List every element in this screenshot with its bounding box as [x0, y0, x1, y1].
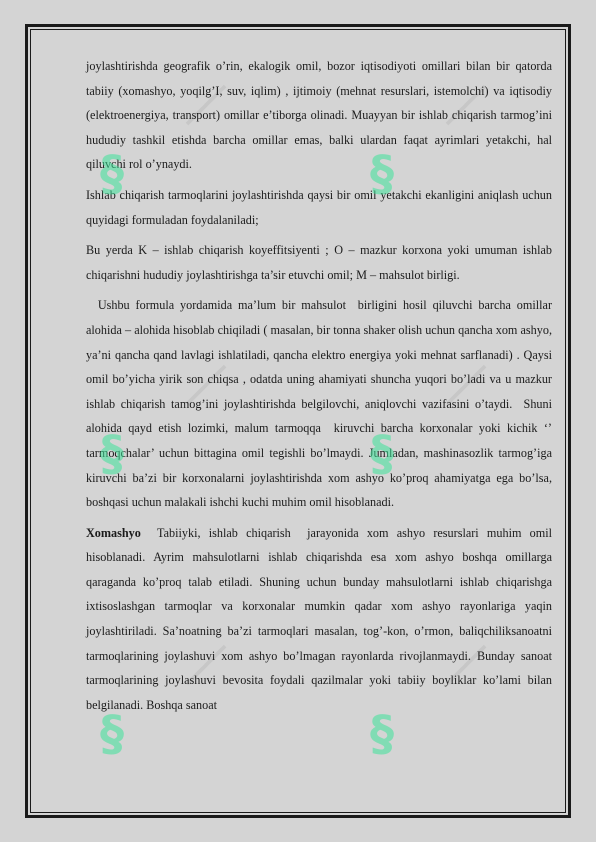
- paragraph-5-heading: Xomashyo: [86, 525, 141, 540]
- faint-watermark-mark: ──: [169, 628, 244, 703]
- watermark-logo: §: [370, 706, 394, 762]
- paragraph-3: [86, 238, 552, 287]
- watermark-logo: §: [370, 426, 394, 482]
- watermark-logo: §: [370, 146, 394, 202]
- faint-watermark-mark: ──: [429, 68, 504, 143]
- paragraph-4: [86, 293, 556, 514]
- paragraph-2-text: Ishlab chiqarish tarmoqlarini joylashtirishda qaysi bir omil yetakchi ekanligini aniqlash uchun quyidagi formuladan foydalaniladi;: [86, 187, 552, 227]
- watermark-logo: §: [100, 706, 124, 762]
- paragraph-3-text: Bu yerda K – ishlab chiqarish koyeffitsiyenti ; O – mazkur korxona yoki umuman ishlab chiqarishni hududiy joylashtirishga ta’sir etuvchi omil; M – mahsulot birligi.: [86, 243, 552, 282]
- paragraph-5-text: Tabiiyki, ishlab chiqarish jarayonida xom ashyo resurslari muhim omil hisoblanadi. Ayrim mahsulotlarni ishlab chiqarishda esa xom ashyo boshqa omillarga qaraganda ko’proq talab etiladi. Shuning uchun bunday mahsulotlarni ishlab chiqarishga ixtisoslashgan tarmoqlar va korxonalar mumkin qadar xom ashyo rayonlariga yaqin joylashtiriladi. Sa’noatning ba’zi tarmoqlari masalan, tog’-kon, o’rmon, baliqchiliksanoatni tarmoqlarining joylashuvi xom ashyo bo’lmagan rayonlarda rivojlanmaydi. Bunday sanoat tarmoqlarining joylashuvi bevosita foydali qazilmalar yoki tabiiy boyliklar ko’lami bilan belgilanadi. Boshqa sanoat: [86, 525, 556, 712]
- paragraph-1-text: joylashtirishda geografik o’rin, ekalogik omil, bozor iqtisodiyoti omillari bilan bir qatorda tabiiy (xomashyo, yoqilg’I, suv, iqlim) , ijtimoiy (mehnat resurslari, istemolchi) va iqtisodiy (elektroenergiya, transport) omillar e’tiborga olinadi. Muayyan bir ishlab chiqarish tarmog’ini hududiy tashkil etishda barcha omillar emas, balki ulardan faqat ayrimlari yetakchi, hal qiluvchi rol o’ynaydi.: [86, 59, 552, 172]
- paragraph-5: [86, 521, 556, 718]
- faint-watermark-mark: ──: [429, 628, 504, 703]
- faint-watermark-mark: ──: [169, 348, 244, 423]
- document-body: [86, 54, 556, 717]
- watermark-logo: §: [100, 146, 124, 202]
- watermark-logo: §: [100, 426, 124, 482]
- paragraph-4-text: Ushbu formula yordamida ma’lum bir mahsulot birligini hosil qiluvchi barcha omillar alohida – alohida hisoblab chiqiladi ( masalan, bir tonna shaker olish uchun qancha xom ashyo, ya’ni qancha qand lavlagi ishlatiladi, qancha elektro energiya yoki mehnat sarflanadi) . Qaysi omil bo’yicha yirik son chiqsa , odatda uning ahamiyati shuncha yuqori bo’ladi va u mazkur ishlab chiqarish tamog’ini joylashtirishda belgilovchi, aniqlovchi vazifasini o’taydi. Shuni alohida qayd etish lozimki, malum tarmoqqa kiruvchi barcha korxonalar yoki kichik ‘’ tarmoqchalar’ uchun bittagina omil tegishli bo’lmaydi. Jumladan, mashinasozlik tarmog’iga kiruvchi ba’zi bir korxonalarni joylashtirishda xom ashyo ko’proq ahamiyatga ega bo’lsa, boshqasi uchun malakali ishchi kuchi muhim omil hisoblanadi.: [86, 298, 556, 510]
- paragraph-2: [86, 183, 552, 232]
- faint-watermark-mark: ──: [429, 348, 504, 423]
- paragraph-1: [86, 54, 552, 177]
- faint-watermark-mark: ──: [169, 68, 244, 143]
